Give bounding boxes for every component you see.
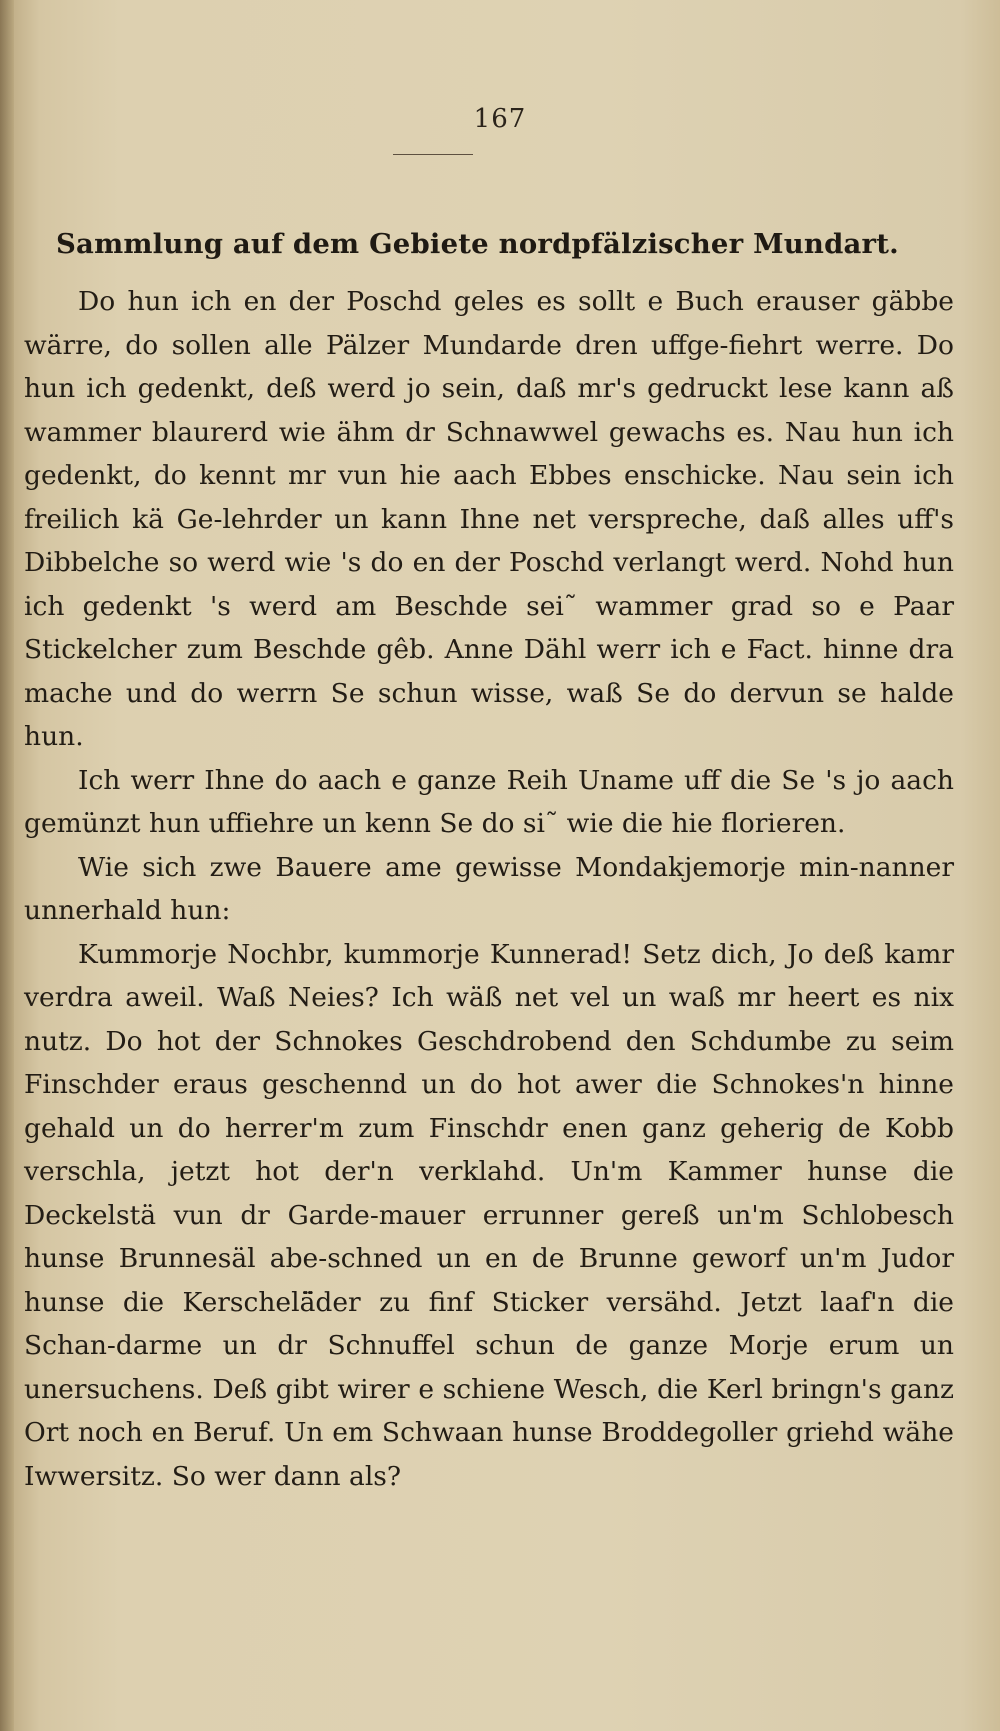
page-number: 167 — [473, 104, 527, 134]
body-text — [24, 280, 954, 1498]
paragraph-1: Do hun ich en der Poschd geles es sollt e Buch erauser gäbbe wärre, do sollen alle Pälzer Mundarde dren uffge-fiehrt werre. Do hun ich gedenkt, deß werd jo sein, daß mr's gedruckt lese kann aß wammer blaurerd wie ähm dr Schnawwel gewachs es. Nau hun ich gedenkt, do kennt mr vun hie aach Ebbes enschicke. Nau sein ich freilich kä Ge-lehrder un kann Ihne net verspreche, daß alles uff's Dibbelche so werd wie 's do en der Poschd verlangt werd. Nohd hun ich gedenkt 's werd am Beschde sei˜ wammer grad so e Paar Stickelcher zum Beschde gêb. Anne Dähl werr ich e Fact. hinne dra mache und do werrn Se schun wisse, waß Se do dervun se halde hun. — [24, 286, 954, 752]
paragraph-2: Ich werr Ihne do aach e ganze Reih Uname uff die Se 's jo aach gemünzt hun uffiehre un kenn Se do si˜ wie die hie florieren. — [24, 764, 954, 839]
page-number-rule — [393, 154, 473, 155]
paragraph-4: Kummorje Nochbr, kummorje Kunnerad! Setz dich, Jo deß kamr verdra aweil. Waß Neies? Ich wäß net vel un waß mr heert es nix nutz. Do hot der Schnokes Geschdrobend den Schdumbe zu seim Finschder eraus geschennd un do hot awer die Schnokes'n hinne gehald un do herrer'm zum Finschdr enen ganz geherig de Kobb verschla, jetzt hot der'n verklahd. Un'm Kammer hunse die Deckelstä vun dr Garde-mauer errunner gereß un'm Schlobesch hunse Brunnesäl abe-schned un en de Brunne geworf un'm Judor hunse die Kerschelä̈der zu finf Sticker versähd. Jetzt laaf'n die Schan-darme un dr Schnuffel schun de ganze Morje erum un unersuchens. Deß gibt wirer e schiene Wesch, die Kerl bringn's ganz Ort noch en Beruf. Un em Schwaan hunse Broddegoller griehd wähe Iwwersitz. So wer dann als? — [24, 938, 954, 1492]
paragraph-3: Wie sich zwe Bauere ame gewisse Mondakjemorje min-nanner unnerhald hun: — [24, 851, 954, 926]
book-spine-shadow — [0, 0, 14, 1731]
section-heading: Sammlung auf dem Gebiete nordpfälzischer Mundart. — [56, 228, 899, 260]
